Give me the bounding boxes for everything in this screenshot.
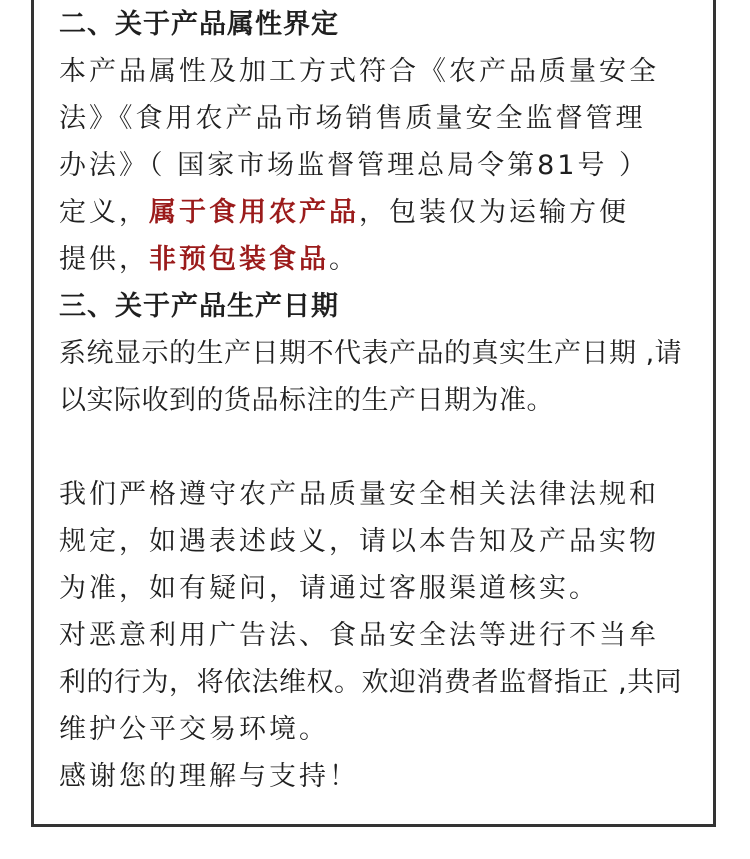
thanks-line: 感谢您的理解与支持！ xyxy=(59,761,359,792)
section-heading-production-date: 三、关于产品生产日期 xyxy=(59,291,339,322)
text-line: 规定，如遇表述歧义，请以本告知及产品实物 xyxy=(59,526,659,557)
text-line: 法》《食用农产品市场销售质量安全监督管理 xyxy=(59,103,646,134)
notice-content xyxy=(59,0,699,800)
text-line: 我们严格遵守农产品质量安全相关法律法规和 xyxy=(59,479,659,510)
text-segment: 定义， xyxy=(59,197,149,228)
text-line: 以实际收到的货品标注的生产日期为准。 xyxy=(59,385,554,416)
spacer xyxy=(59,424,699,471)
text-line: 本产品属性及加工方式符合《农产品质量安全 xyxy=(59,56,659,87)
text-segment: 提供， xyxy=(59,244,149,275)
section-heading-product-attribute: 二、关于产品属性界定 xyxy=(59,9,339,40)
text-line: 办法》（ 国家市场监督管理总局令第81号 ） xyxy=(59,150,650,181)
text-line-non-prepackaged xyxy=(59,236,699,283)
text-line: 对恶意利用广告法、食品安全法等进行不当牟 xyxy=(59,620,659,651)
text-line: 利的行为，将依法维权。欢迎消费者监督指正 ,共同 xyxy=(59,667,683,698)
text-line: 为准，如有疑问，请通过客服渠道核实。 xyxy=(59,573,599,604)
text-line: 系统显示的生产日期不代表产品的真实生产日期 ,请 xyxy=(59,338,683,369)
text-segment: ，包装仅为运输方便 xyxy=(359,197,629,228)
text-line-edible-product xyxy=(59,189,699,236)
highlight-non-prepackaged-food: 非预包装食品 xyxy=(149,244,329,275)
text-segment: 。 xyxy=(329,244,359,275)
highlight-edible-agricultural-product: 属于食用农产品 xyxy=(149,197,359,228)
text-line: 维护公平交易环境。 xyxy=(59,714,329,745)
